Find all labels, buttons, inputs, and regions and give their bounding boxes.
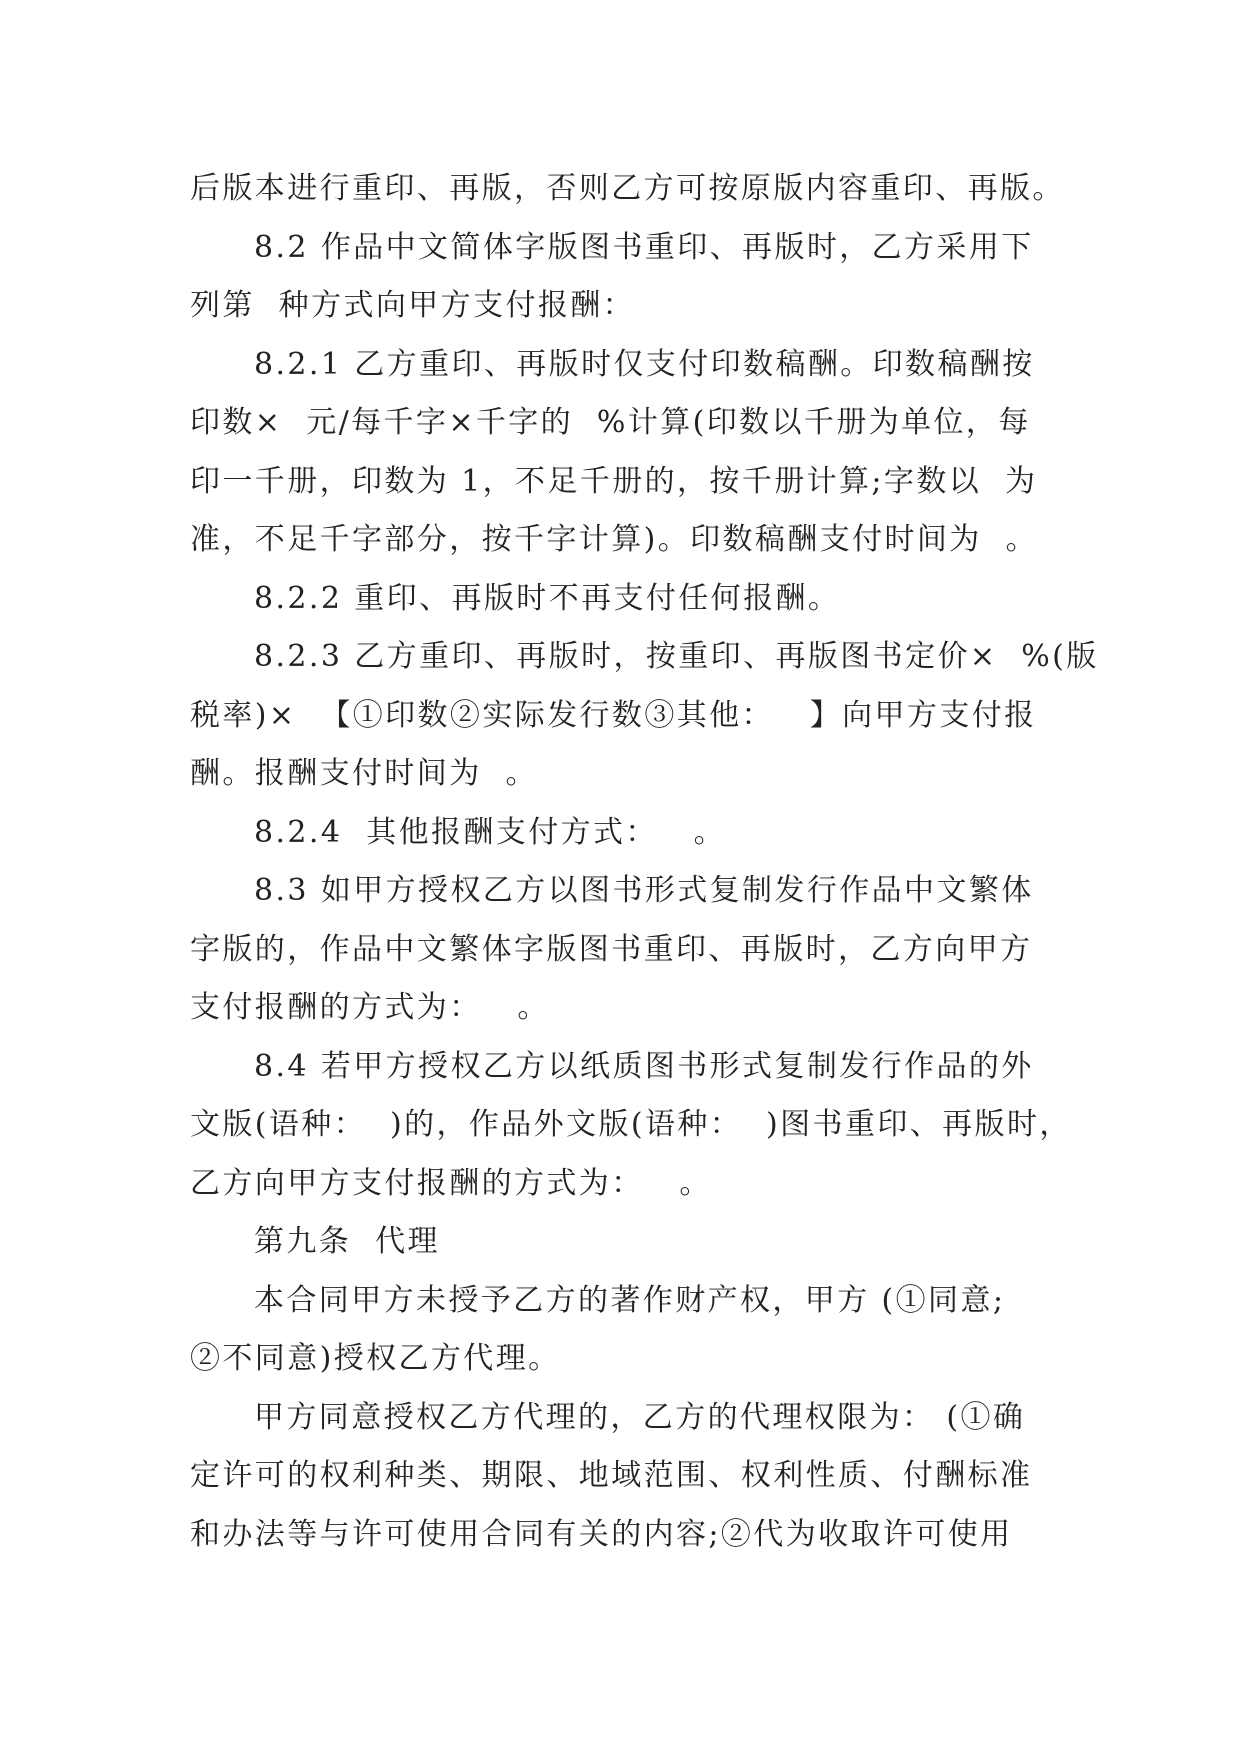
text-line: 8.2.1 乙方重印、再版时仅支付印数稿酬。印数稿酬按 bbox=[254, 346, 1035, 382]
text-line: 8.2.2 重印、再版时不再支付任何报酬。 bbox=[254, 580, 841, 616]
section-heading: 第九条 代理 bbox=[254, 1224, 440, 1259]
text-line: 文版(语种： )的，作品外文版(语种： )图书重印、再版时， bbox=[190, 1107, 1072, 1142]
text-line: 印一千册，印数为 1，不足千册的，按千册计算;字数以 为 bbox=[190, 463, 1038, 499]
text-line: 乙方向甲方支付报酬的方式为： 。 bbox=[190, 1165, 712, 1201]
text-line: ②不同意)授权乙方代理。 bbox=[190, 1341, 561, 1376]
text-line: 8.2.3 乙方重印、再版时，按重印、再版图书定价× %(版 bbox=[254, 639, 1099, 674]
text-line: 定许可的权利种类、期限、地域范围、权利性质、付酬标准 bbox=[190, 1458, 1033, 1493]
text-line: 本合同甲方未授予乙方的著作财产权，甲方 (①同意; bbox=[254, 1282, 1006, 1318]
document-body bbox=[190, 160, 1099, 1564]
text-line: 准，不足千字部分，按千字计算)。印数稿酬支付时间为 。 bbox=[190, 522, 1038, 557]
text-line: 税率)× 【①印数②实际发行数③其他： 】向甲方支付报 bbox=[190, 697, 1037, 733]
text-line: 甲方同意授权乙方代理的，乙方的代理权限为： (①确 bbox=[254, 1399, 1026, 1435]
text-line: 和办法等与许可使用合同有关的内容;②代为收取许可使用 bbox=[190, 1516, 1013, 1552]
text-line: 字版的，作品中文繁体字版图书重印、再版时，乙方向甲方 bbox=[190, 931, 1033, 967]
text-line: 8.2.4 其他报酬支付方式： 。 bbox=[254, 814, 727, 850]
text-line: 8.4 若甲方授权乙方以纸质图书形式复制发行作品的外 bbox=[254, 1048, 1034, 1084]
text-line: 支付报酬的方式为： 。 bbox=[190, 990, 550, 1025]
text-line: 后版本进行重印、再版，否则乙方可按原版内容重印、再版。 bbox=[190, 171, 1065, 206]
text-line: 8.3 如甲方授权乙方以图书形式复制发行作品中文繁体 bbox=[254, 873, 1034, 908]
text-line: 印数× 元/每千字×千字的 %计算(印数以千册为单位，每 bbox=[190, 405, 1031, 440]
text-line: 8.2 作品中文简体字版图书重印、再版时，乙方采用下 bbox=[254, 229, 1034, 265]
text-line: 列第 种方式向甲方支付报酬： bbox=[190, 288, 636, 323]
text-line: 酬。报酬支付时间为 。 bbox=[190, 756, 538, 791]
